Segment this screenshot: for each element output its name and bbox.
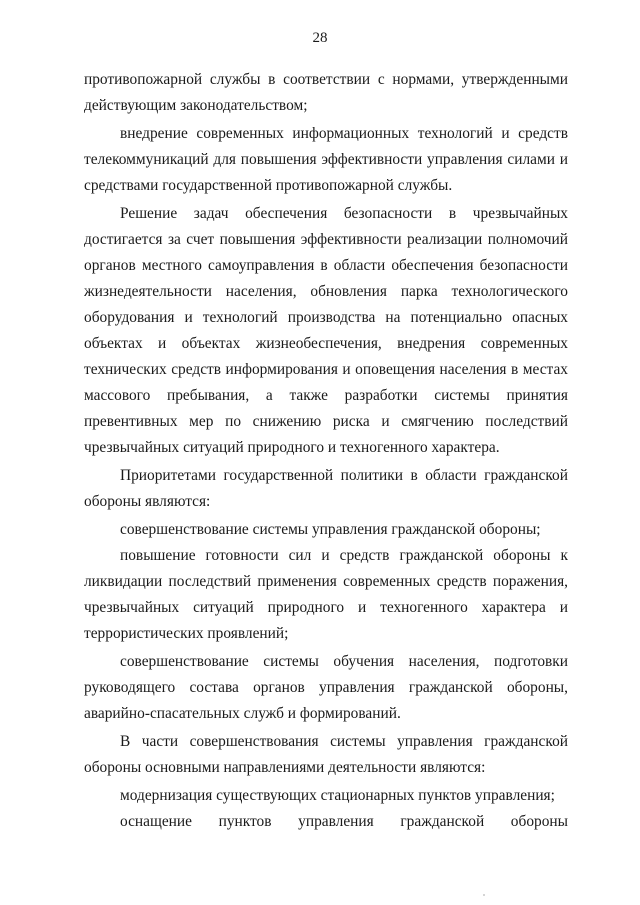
text-line: руководящего состава органов управления гражданской обороны, bbox=[84, 679, 568, 696]
text-line: обороны являются: bbox=[84, 493, 211, 510]
text-line: чрезвычайных ситуаций природного и техногенного характера и bbox=[84, 599, 568, 616]
text-line: аварийно-спасательных служб и формирований. bbox=[84, 705, 401, 722]
text-line: жизнедеятельности населения, обновления парка технологического bbox=[84, 283, 568, 300]
text-line: внедрение современных информационных технологий и средств bbox=[120, 125, 568, 142]
text-line: совершенствование системы обучения населения, подготовки bbox=[120, 653, 568, 670]
text-line: противопожарной службы в соответствии с нормами, утвержденными bbox=[84, 71, 568, 88]
text-line: чрезвычайных ситуаций природного и техногенного характера. bbox=[84, 439, 500, 456]
text-line: достигается за счет повышения эффективности реализации полномочий bbox=[84, 231, 568, 248]
text-line: обороны основными направлениями деятельности являются: bbox=[84, 759, 486, 776]
text-line: средствами государственной противопожарной службы. bbox=[84, 177, 453, 194]
text-line: В части совершенствования системы управления гражданской bbox=[120, 733, 568, 750]
scan-speck bbox=[483, 894, 485, 896]
text-line: оснащение пунктов управления гражданской обороны bbox=[120, 813, 568, 830]
text-line: действующим законодательством; bbox=[84, 97, 308, 114]
text-line: Приоритетами государственной политики в области гражданской bbox=[120, 467, 568, 484]
text-line: технических средств информирования и оповещения населения в местах bbox=[84, 361, 568, 378]
text-line: массового пребывания, а также разработки системы принятия bbox=[84, 387, 568, 404]
text-line: органов местного самоуправления в области обеспечения безопасности bbox=[84, 257, 568, 274]
text-line: повышение готовности сил и средств гражданской обороны к bbox=[120, 547, 568, 564]
text-line: совершенствование системы управления гражданской обороны; bbox=[120, 521, 541, 538]
text-line: превентивных мер по снижению риска и смягчению последствий bbox=[84, 413, 568, 430]
text-line: Решение задач обеспечения безопасности в чрезвычайных bbox=[120, 205, 568, 222]
text-line: террористических проявлений; bbox=[84, 625, 289, 642]
text-line: ликвидации последствий применения современных средств поражения, bbox=[84, 573, 568, 590]
text-line: оборудования и технологий производства на потенциально опасных bbox=[84, 309, 568, 326]
text-line: объектах и объектах жизнеобеспечения, внедрения современных bbox=[84, 335, 568, 352]
text-line: телекоммуникаций для повышения эффективности управления силами и bbox=[84, 151, 568, 168]
text-line: модернизация существующих стационарных пунктов управления; bbox=[120, 787, 555, 804]
page-number: 28 bbox=[312, 30, 328, 46]
